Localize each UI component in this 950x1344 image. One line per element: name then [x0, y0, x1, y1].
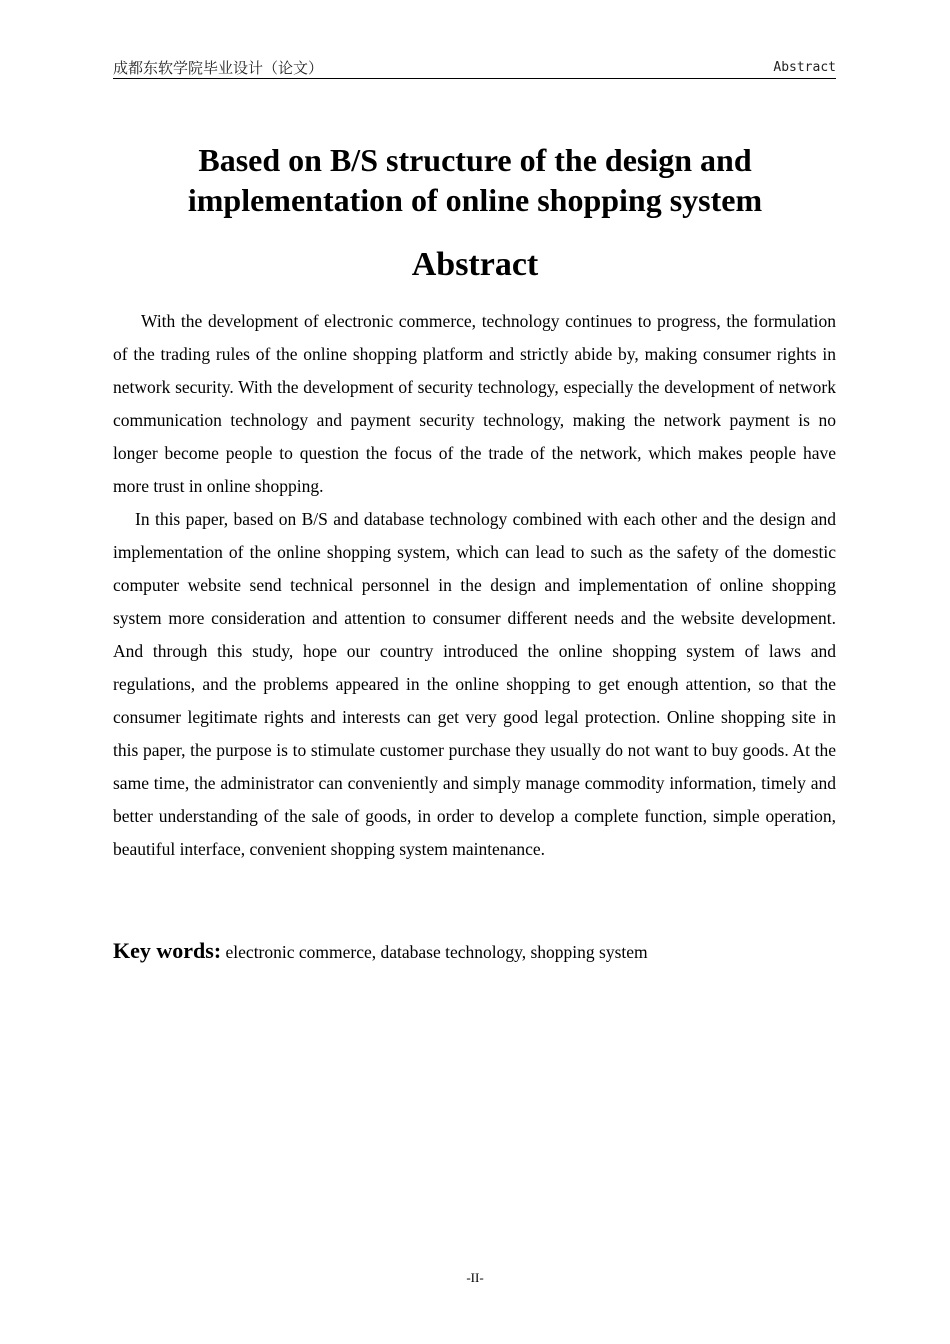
keywords-label: Key words: — [113, 938, 222, 963]
header-section-label: Abstract — [773, 60, 836, 75]
thesis-title — [100, 140, 850, 220]
keywords-line — [113, 935, 836, 968]
page-number: -II- — [466, 1270, 484, 1285]
abstract-paragraph-1: With the development of electronic commerce, technology continues to progress, the formulation of the trading rules of the online shopping platform and strictly abide by, making consumer rights in network security. With the development of security technology, especially the development of network communication technology and payment security technology, making the network payment is no longer become people to question the focus of the trade of the network, which makes people have more trust in online shopping. — [113, 311, 836, 496]
header-institution: 成都东软学院毕业设计（论文） — [113, 59, 324, 77]
abstract-heading: Abstract — [411, 246, 539, 283]
abstract-body — [113, 305, 836, 866]
abstract-paragraph-2: In this paper, based on B/S and database technology combined with each other and the design and implementation of the online shopping system, which can lead to such as the safety of the domestic computer website send technical personnel in the design and implementation of online shopping system more consideration and attention to consumer different needs and the website development. And through this study, hope our country introduced the online shopping system of laws and regulations, and the problems appeared in the online shopping to get enough attention, so that the consumer legitimate rights and interests can get very good legal protection. Online shopping site in this paper, the purpose is to stimulate customer purchase they usually do not want to buy goods. At the same time, the administrator can conveniently and simply manage commodity information, timely and better understanding of the sale of goods, in order to develop a complete function, simple operation, beautiful interface, convenient shopping system maintenance. — [113, 509, 836, 859]
thesis-title-line-1: Based on B/S structure of the design and — [198, 142, 752, 178]
keywords-text: electronic commerce, database technology, shopping system — [225, 942, 648, 962]
thesis-title-line-2: implementation of online shopping system — [187, 182, 763, 218]
page-header — [113, 58, 836, 79]
